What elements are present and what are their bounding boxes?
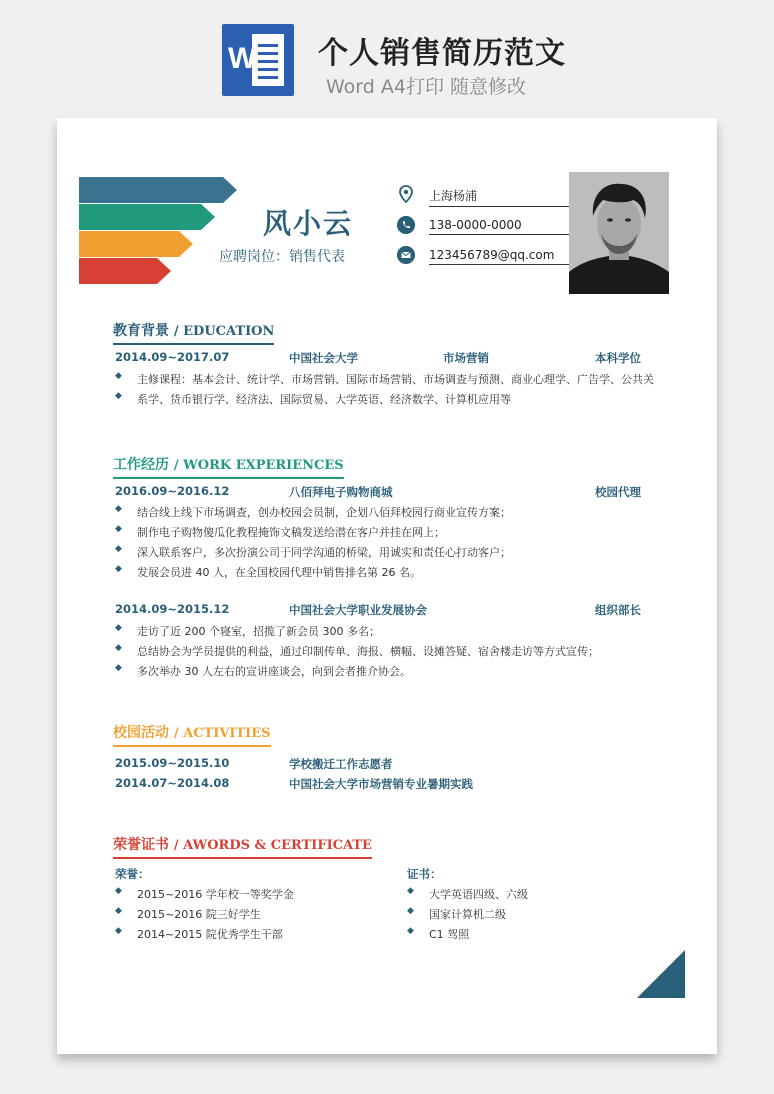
section-title-education: 教育背景 / EDUCATION xyxy=(113,320,274,345)
stripe-blue xyxy=(79,177,237,202)
mail-icon xyxy=(397,246,415,264)
section-title-activities: 校园活动 / ACTIVITIES xyxy=(113,722,271,747)
stripe-red xyxy=(79,258,171,283)
phone-icon xyxy=(397,216,415,234)
stripe-orange xyxy=(79,231,193,256)
banner-subtitle: Word A4打印 随意修改 xyxy=(326,76,527,98)
activity-name: 中国社会大学市场营销专业暑期实践 xyxy=(289,777,473,791)
job-org: 八佰拜电子购物商城 xyxy=(289,485,393,499)
honors-label: 荣誉： xyxy=(115,867,150,881)
edu-school: 中国社会大学 xyxy=(289,351,358,365)
banner-title: 个人销售简历范文 xyxy=(318,36,566,71)
job-role: 校园代理 xyxy=(595,485,641,499)
section-title-awards: 荣誉证书 / AWORDS & CERTIFICATE xyxy=(113,834,372,859)
candidate-name: 风小云 xyxy=(263,207,354,240)
resume-page: 风小云 应聘岗位：销售代表 上海杨浦 138-0000-0000 123456789@qq.com 教育背景 / EDUCATION 2014.09~2017.07 中国社会大学 市场营销 本科学位 主修课程：基本会计、统计学、市场营销、国际市场营销、市场调查与预测、商业心理学、广告学、公共关 系学、货币银行学、经济法、国际贸易、大学英语、经济数学、计算机应用等 工作经历 / WORK EXPERIENCES 2016.09~2016.12 八佰拜电子购物商城 校园代理 结合线上线下市场调查，创办校园会员制，企划八佰拜校园行商业宣传方案； 制作电子购物傻瓜化教程掩饰文稿发送给潜在客户并挂在网上； 深入联系客户，多次扮演公司于同学沟通的桥梁，用诚实和责任心打动客户； 发展会员进 40 人，在全国校园代理中销售排名第 26 名。 2014.09~2015.12 中国社会大学职业发展协会 组织部长 走访了近 200 个寝室，招揽了新会员 300 多名； 总结协会为学员提供的利益，通过印制传单、海报、横幅、设摊答疑、宿舍楼走访等方式宣传； 多次举办 30 人左右的宣讲座谈会，向到会者推介协会。 校园活动 / ACTIVITIES 2015.09~2015.10 学校搬迁工作志愿者 2014.07~2014.08 中国社会大学市场营销专业暑期实践 荣誉证书 / AWORDS & CERTIFICATE 荣誉： 2015~2016 学年校一等奖学金 2015~2016 院三好学生 2014~2015 院优秀学生干部 证书： 大学英语四级、六级 国家计算机二级 C1 驾照 xyxy=(57,118,717,1054)
corner-triangle xyxy=(637,950,685,998)
word-icon: W xyxy=(222,24,294,96)
certs-label: 证书： xyxy=(407,867,442,881)
stripe-teal xyxy=(79,204,215,229)
job-role: 组织部长 xyxy=(595,603,641,617)
edu-major: 市场营销 xyxy=(443,351,489,365)
edu-degree: 本科学位 xyxy=(595,351,641,365)
section-title-work: 工作经历 / WORK EXPERIENCES xyxy=(113,454,344,479)
edu-period: 2014.09~2017.07 xyxy=(115,350,230,364)
activity-period: 2015.09~2015.10 xyxy=(115,756,230,770)
location-icon xyxy=(397,185,415,203)
job-period: 2016.09~2016.12 xyxy=(115,484,230,498)
banner xyxy=(0,0,774,118)
activity-name: 学校搬迁工作志愿者 xyxy=(289,757,393,771)
profile-photo xyxy=(569,172,669,294)
job-period: 2014.09~2015.12 xyxy=(115,602,230,616)
activity-period: 2014.07~2014.08 xyxy=(115,776,230,790)
job-org: 中国社会大学职业发展协会 xyxy=(289,603,427,617)
applied-position: 应聘岗位：销售代表 xyxy=(219,249,345,265)
